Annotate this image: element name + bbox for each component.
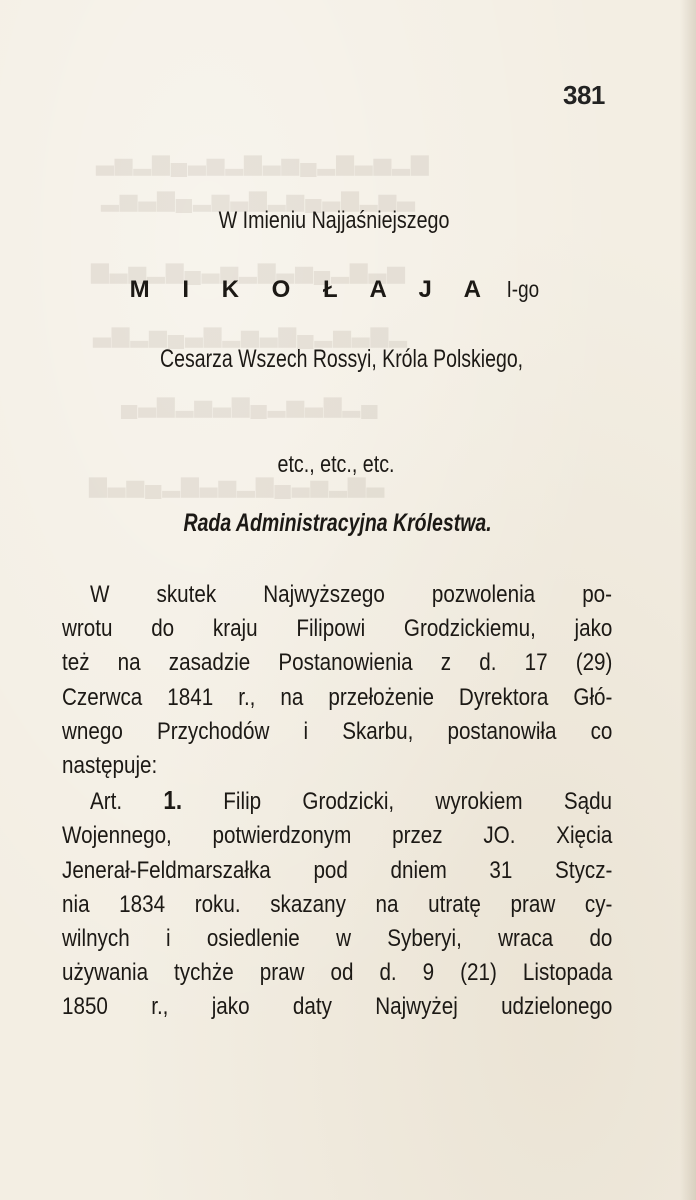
body-line: 1850 r., jako daty Najwyżej udzielonego: [62, 993, 613, 1021]
body-line: używania tychże praw od d. 9 (21) Listopada: [62, 959, 613, 987]
article-line: [90, 783, 612, 819]
page-number: 381: [563, 80, 605, 110]
body-line: W skutek Najwyższego pozwolenia po-: [90, 581, 613, 608]
monarch-suffix: I-go: [506, 276, 539, 302]
heading-in-name: W Imieniu Najjaśniejszego: [218, 207, 450, 234]
article-prefix: Art.: [90, 788, 123, 816]
council-title: Rada Administracyjna Królestwa.: [183, 509, 492, 537]
body-line: nia 1834 roku. skazany na utratę praw cy-: [62, 890, 613, 918]
bleed-through-decoration: ▃▆▂▅▃▄▆▂▅▃▆▂▄▅▃▆: [88, 472, 385, 497]
body-line: wrotu do kraju Filipowi Grodzickiemu, jako: [62, 615, 613, 643]
heading-title: Cesarza Wszech Rossyi, Króla Polskiego,: [160, 345, 524, 373]
body-line: też na zasadzie Postanowienia z d. 17 (29): [62, 649, 613, 677]
body-line: wilnych i osiedlenie w Syberyi, wraca do: [62, 925, 613, 953]
bleed-through-decoration: ▅▃▆▂▄▅▃▆▂▅▃▄▆▂▅▃▆: [90, 258, 405, 283]
page-edge-shadow: [680, 0, 696, 1200]
body-line: Czerwca 1841 r., na przełożenie Dyrektora Głó-: [62, 683, 613, 711]
article-number: 1.: [163, 785, 183, 816]
heading-etc: etc., etc., etc.: [277, 451, 395, 478]
body-line: Wojennego, potwierdzonym przez JO. Xięcia: [62, 822, 613, 850]
bleed-through-decoration: ▆▂▅▃▆▂▄▅▃▆▂▅▃▄▆▂▅▃: [95, 150, 429, 175]
bleed-through-decoration: ▂▆▃▅▂▄▆▃▅▂▆▃▄▅▂▆▃: [92, 322, 407, 347]
bleed-through-decoration: ▄▂▆▃▅▂▄▆▃▅▂▆▃▄: [120, 392, 378, 417]
heading-monarch: [0, 276, 684, 304]
body-line: wnego Przychodów i Skarbu, postanowiła co: [62, 717, 613, 745]
body-line: następuje:: [62, 752, 158, 780]
bleed-through-decoration: ▃▅▂▆▃▄▅▂▆▃▅▂▄▆▃▅▂: [100, 186, 415, 211]
article-rest: Filip Grodzicki, wyrokiem Sądu: [223, 788, 613, 816]
monarch-name: M I K O Ł A J A: [129, 276, 495, 303]
body-line: Jenerał-Feldmarszałka pod dniem 31 Stycz-: [62, 856, 613, 884]
body-text: [62, 578, 612, 1025]
